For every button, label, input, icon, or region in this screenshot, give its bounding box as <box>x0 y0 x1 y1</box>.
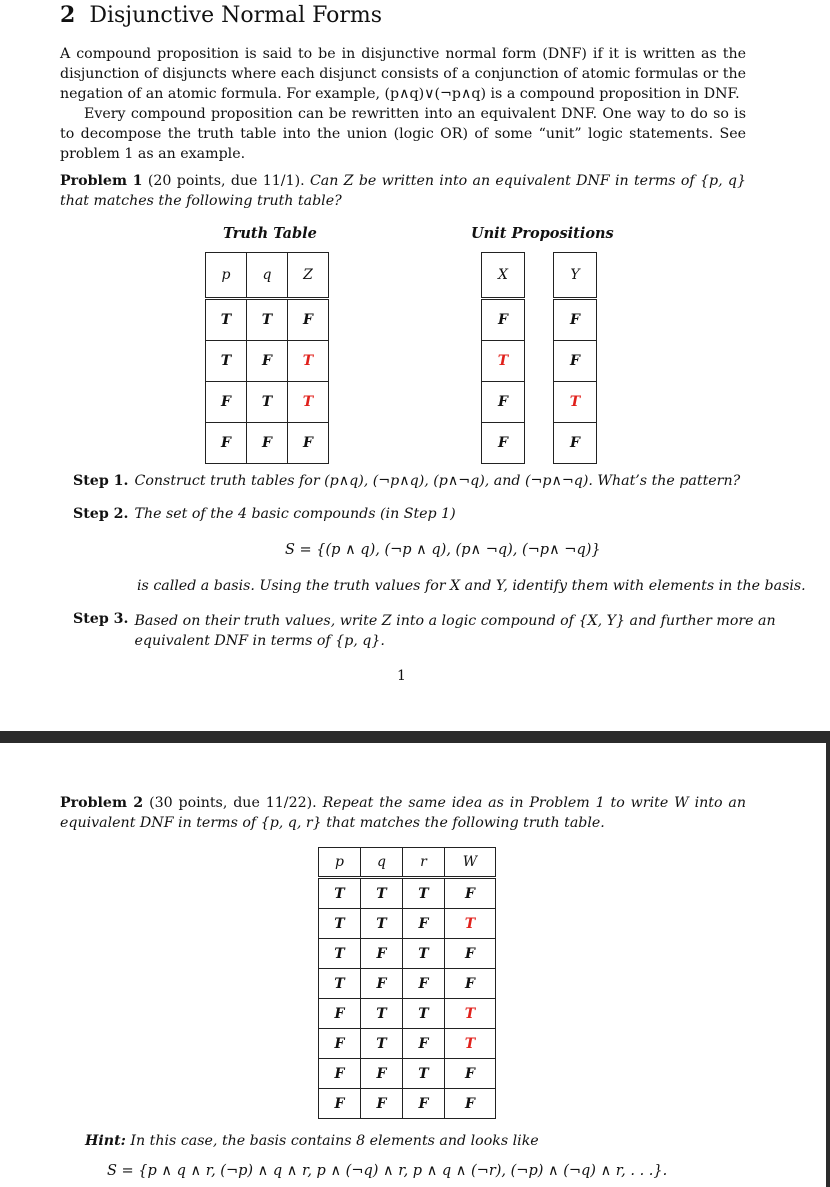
cell: T <box>361 1029 403 1059</box>
step-2-after: is called a basis. Using the truth values for X and Y, identify them with elements in the basis. <box>137 578 806 594</box>
table-row <box>319 1059 496 1089</box>
cell: F <box>288 423 329 464</box>
step-1-text: Construct truth tables for (p∧q), (¬p∧q), (p∧¬q), and (¬p∧¬q). What’s the pattern? <box>134 473 741 489</box>
table-row <box>554 382 597 423</box>
table-header-row <box>206 253 329 299</box>
cell: F <box>445 878 496 909</box>
problem2-label: Problem 2 <box>60 795 144 811</box>
cell: F <box>319 999 361 1029</box>
cell: F <box>403 1029 445 1059</box>
header-p: p <box>319 848 361 878</box>
table-row <box>319 999 496 1029</box>
cell: T <box>403 999 445 1029</box>
cell: F <box>206 382 247 423</box>
table-row <box>482 341 525 382</box>
hint-text: In this case, the basis contains 8 elements and looks like <box>130 1133 539 1149</box>
cell: T <box>403 939 445 969</box>
problem2-truth-table <box>318 847 496 1119</box>
table-row <box>482 299 525 341</box>
table-header-row <box>554 253 597 299</box>
page-divider <box>0 731 830 743</box>
unit-table-y <box>553 252 597 464</box>
unit-table-x <box>481 252 525 464</box>
cell: T <box>361 878 403 909</box>
cell-highlight: T <box>445 999 496 1029</box>
problem1-statement <box>60 172 746 212</box>
step-1-label: Step 1. <box>73 473 129 489</box>
problem2-meta: (30 points, due 11/22). <box>149 795 317 811</box>
problem1-meta: (20 points, due 11/1). <box>147 173 305 189</box>
cell: F <box>554 341 597 382</box>
cell: F <box>361 1089 403 1119</box>
cell: F <box>247 341 288 382</box>
cell: T <box>206 299 247 341</box>
header-y: Y <box>554 253 597 299</box>
step-2-label: Step 2. <box>73 506 129 522</box>
table-header-row <box>482 253 525 299</box>
intro-paragraph-2: Every compound proposition can be rewritten into an equivalent DNF. One way to do so is to decompose the truth table into the union (logic OR) of some “unit” logic statements. See problem 1 as an example. <box>60 106 746 162</box>
cell: F <box>445 1059 496 1089</box>
step-3-text: Based on their truth values, write Z into a logic compound of {X, Y} and further more an equivalent DNF in terms of {p, q}. <box>134 613 776 649</box>
cell: F <box>319 1059 361 1089</box>
header-q: q <box>361 848 403 878</box>
header-r: r <box>403 848 445 878</box>
table-row <box>206 341 329 382</box>
table-row <box>319 1029 496 1059</box>
header-x: X <box>482 253 525 299</box>
header-p: p <box>206 253 247 299</box>
table-row <box>319 969 496 999</box>
cell-highlight: T <box>482 341 525 382</box>
cell-highlight: T <box>554 382 597 423</box>
section-title: Disjunctive Normal Forms <box>89 3 383 28</box>
cell: T <box>319 909 361 939</box>
truth-table-caption: Truth Table <box>223 225 317 242</box>
step-2-text: The set of the 4 basic compounds (in Step 1) <box>134 506 456 522</box>
cell: F <box>554 299 597 341</box>
cell: F <box>445 969 496 999</box>
table-row <box>319 1089 496 1119</box>
cell: F <box>445 1089 496 1119</box>
cell: T <box>319 878 361 909</box>
problem1-text: Can Z be written into an equivalent DNF in terms of {p, q} that matches the following truth table? <box>60 173 746 209</box>
cell: F <box>554 423 597 464</box>
problem1-label: Problem 1 <box>60 173 143 189</box>
cell: T <box>319 939 361 969</box>
step-3 <box>73 611 785 651</box>
cell: F <box>445 939 496 969</box>
table-row <box>554 341 597 382</box>
table-header-row <box>319 848 496 878</box>
table-row <box>206 382 329 423</box>
cell: F <box>319 1029 361 1059</box>
cell: F <box>482 382 525 423</box>
step-2-formula: S = {(p ∧ q), (¬p ∧ q), (p∧ ¬q), (¬p∧ ¬q)} <box>285 542 601 558</box>
step-2 <box>73 506 456 522</box>
cell: T <box>361 909 403 939</box>
cell-highlight: T <box>288 341 329 382</box>
table-row <box>482 382 525 423</box>
header-q: q <box>247 253 288 299</box>
table-row <box>554 423 597 464</box>
hint-formula: S = {p ∧ q ∧ r, (¬p) ∧ q ∧ r, p ∧ (¬q) ∧ r, p ∧ q ∧ (¬r), (¬p) ∧ (¬q) ∧ r, . . .}. <box>107 1163 668 1179</box>
table-row <box>482 423 525 464</box>
cell: F <box>247 423 288 464</box>
cell: F <box>403 1089 445 1119</box>
cell: T <box>403 878 445 909</box>
cell: F <box>319 1089 361 1119</box>
step-1 <box>73 473 793 489</box>
cell: F <box>361 1059 403 1089</box>
table-row <box>206 299 329 341</box>
cell: F <box>403 969 445 999</box>
cell-highlight: T <box>445 909 496 939</box>
cell: F <box>361 939 403 969</box>
cell: T <box>361 999 403 1029</box>
cell: T <box>319 969 361 999</box>
hint <box>85 1133 539 1149</box>
header-w: W <box>445 848 496 878</box>
cell: F <box>403 909 445 939</box>
header-z: Z <box>288 253 329 299</box>
problem2-statement <box>60 794 746 834</box>
unit-propositions-caption: Unit Propositions <box>471 225 614 242</box>
cell-highlight: T <box>445 1029 496 1059</box>
hint-label: Hint: <box>85 1133 126 1149</box>
table-row <box>319 939 496 969</box>
cell: T <box>403 1059 445 1089</box>
section-heading <box>60 2 382 28</box>
table-row <box>206 423 329 464</box>
cell: T <box>247 382 288 423</box>
cell: T <box>247 299 288 341</box>
table-row <box>319 878 496 909</box>
page-number: 1 <box>397 668 406 684</box>
cell: F <box>206 423 247 464</box>
problem2-text: Repeat the same idea as in Problem 1 to write W into an equivalent DNF in terms of {p, q, r} that matches the following truth table. <box>60 795 747 831</box>
step-3-label: Step 3. <box>73 611 129 627</box>
table-row <box>554 299 597 341</box>
table-row <box>319 909 496 939</box>
cell: F <box>361 969 403 999</box>
page-edge <box>826 743 830 1187</box>
intro-paragraph-1: A compound proposition is said to be in disjunctive normal form (DNF) if it is written as the disjunction of disjuncts where each disjunct consists of a conjunction of atomic formulas or the negation of an atomic formula. For example, (p∧q)∨(¬p∧q) is a compound proposition in DNF. <box>60 46 746 102</box>
problem1-truth-table <box>205 252 329 464</box>
cell: T <box>206 341 247 382</box>
cell: F <box>482 423 525 464</box>
cell: F <box>482 299 525 341</box>
cell: F <box>288 299 329 341</box>
section-number: 2 <box>60 2 76 28</box>
cell-highlight: T <box>288 382 329 423</box>
